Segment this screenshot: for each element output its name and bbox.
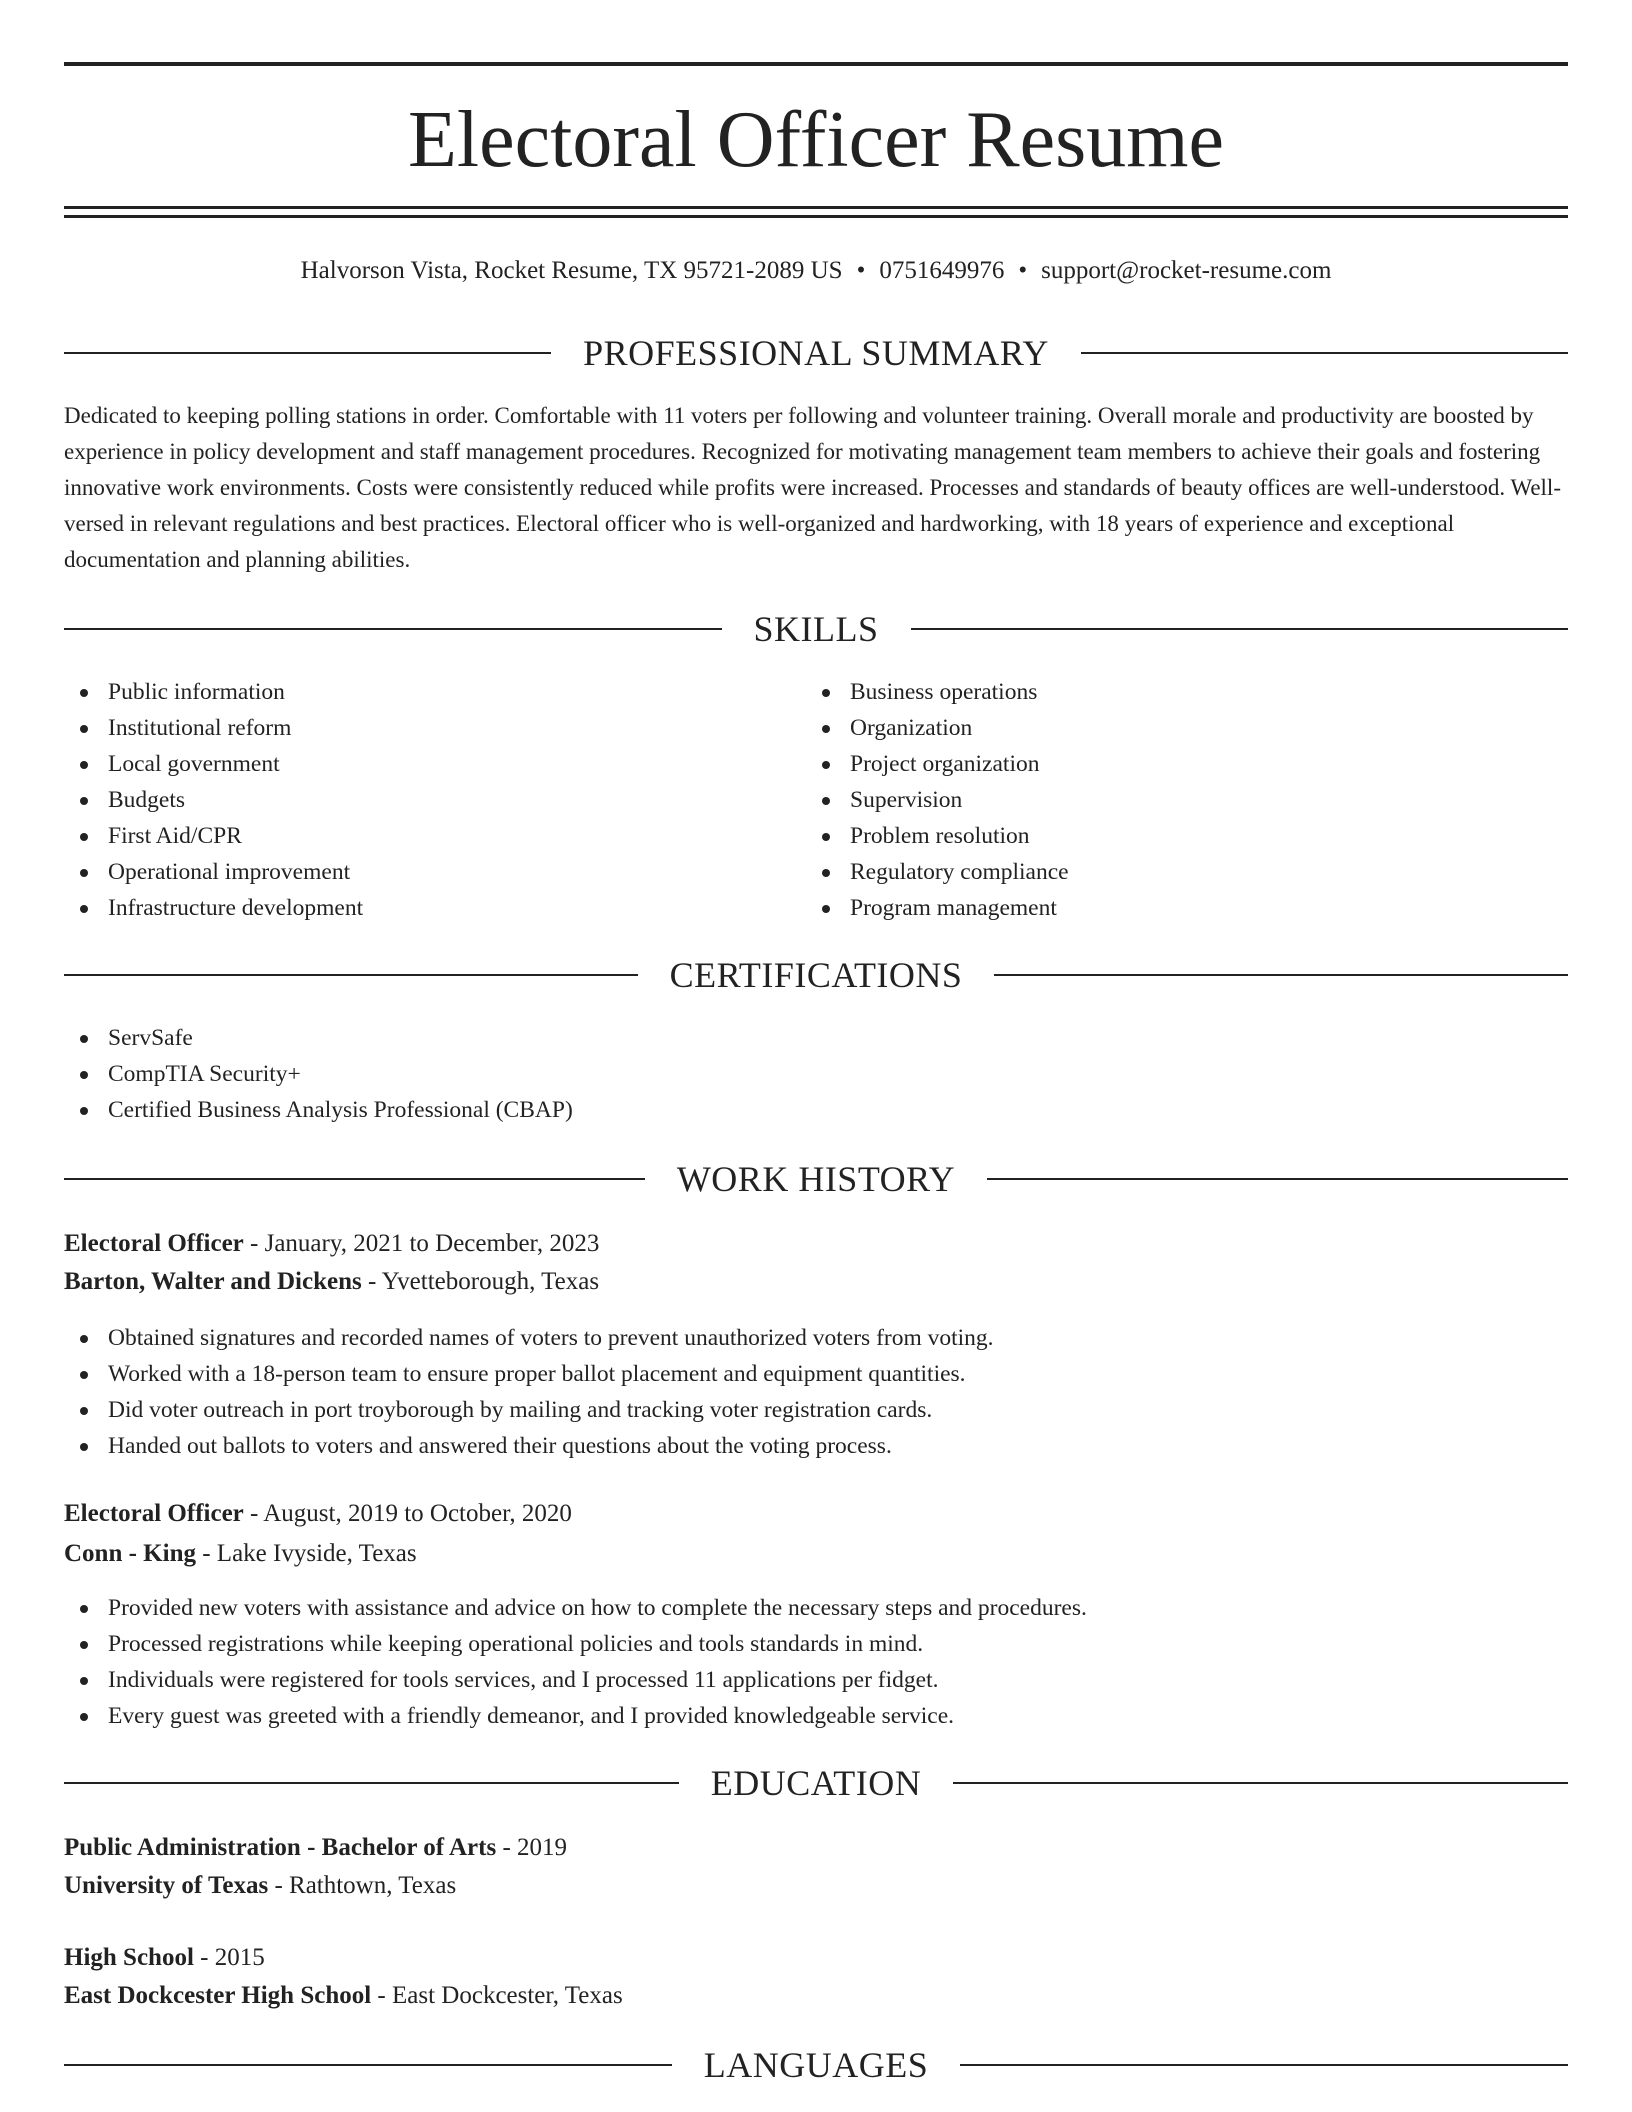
heading-rule-right <box>911 628 1569 630</box>
skills-section-heading <box>64 604 1568 654</box>
skill-item: Project organization <box>850 746 1546 782</box>
summary-text: Dedicated to keeping polling stations in order. Comfortable with 11 voters per following and volunteer training. Overall morale and productivity are boosted by experience in policy development and staff management procedures. Recognized for motivating management team members to achieve their goals and fostering innovative work environments. Costs were consistently reduced while profits were increased. Processes and standards of beauty offices are well-understood. Well-versed in relevant regulations and best practices. Electoral officer who is well-organized and hardworking, with 18 years of experience and exceptional documentation and planning abilities. <box>64 403 1561 572</box>
skill-item: Supervision <box>850 782 1546 818</box>
certification-item: ServSafe <box>108 1020 1568 1056</box>
skill-item: First Aid/CPR <box>108 818 804 854</box>
skills-left-column <box>64 674 804 926</box>
job-dates: - January, 2021 to December, 2023 <box>243 1230 600 1257</box>
heading-rule-left <box>64 974 638 976</box>
contact-separator: • <box>1018 257 1028 284</box>
certifications-list <box>64 1020 1568 1128</box>
education-school-line <box>64 1978 1568 2014</box>
education-heading-label: EDUCATION <box>710 1763 922 1803</box>
skill-item: Program management <box>850 890 1546 926</box>
job-company: Barton, Walter and Dickens <box>64 1268 362 1295</box>
job-bullet: Processed registrations while keeping operational policies and tools standards in mind. <box>108 1626 1568 1662</box>
certifications-heading-label: CERTIFICATIONS <box>669 955 963 995</box>
heading-rule-left <box>64 628 722 630</box>
education-school-line <box>64 1868 1568 1904</box>
education-year: - 2019 <box>496 1834 568 1861</box>
education-degree-line <box>64 1830 1568 1866</box>
job-location: - Yvetteborough, Texas <box>361 1268 600 1295</box>
skills-heading-label: SKILLS <box>753 609 879 649</box>
job-company: Conn - King <box>64 1540 196 1567</box>
job-bullet: Every guest was greeted with a friendly demeanor, and I provided knowledgeable service. <box>108 1698 1568 1734</box>
education-school: University of Texas <box>64 1872 269 1899</box>
education-year: - 2015 <box>193 1944 265 1971</box>
heading-rule-right <box>953 1782 1568 1784</box>
skill-item: Budgets <box>108 782 804 818</box>
summary-heading-label: PROFESSIONAL SUMMARY <box>583 333 1049 373</box>
contact-line <box>64 254 1568 288</box>
contact-email: support@rocket-resume.com <box>1041 257 1332 284</box>
certification-item: CompTIA Security+ <box>108 1056 1568 1092</box>
job-bullet-list <box>64 1590 1568 1734</box>
skill-item: Institutional reform <box>108 710 804 746</box>
job-title-line <box>64 1226 1568 1262</box>
skill-item: Local government <box>108 746 804 782</box>
certification-item: Certified Business Analysis Professional (CBAP) <box>108 1092 1568 1128</box>
heading-rule-left <box>64 2064 672 2066</box>
header-top-rule <box>64 62 1568 66</box>
job-title: Electoral Officer <box>64 1230 244 1257</box>
skill-item: Operational improvement <box>108 854 804 890</box>
heading-rule-left <box>64 352 551 354</box>
job-bullet: Did voter outreach in port troyborough by mailing and tracking voter registration cards. <box>108 1392 1568 1428</box>
job-bullet: Obtained signatures and recorded names of voters to prevent unauthorized voters from voting. <box>108 1320 1568 1356</box>
skill-item: Organization <box>850 710 1546 746</box>
heading-rule-right <box>987 1178 1568 1180</box>
contact-phone: 0751649976 <box>879 257 1005 284</box>
job-location: - Lake Ivyside, Texas <box>195 1540 417 1567</box>
job-company-line <box>64 1536 1568 1572</box>
heading-rule-right <box>960 2064 1568 2066</box>
page-title: Electoral Officer Resume <box>408 96 1224 184</box>
education-section-heading <box>64 1758 1568 1808</box>
heading-rule-right <box>1081 352 1568 354</box>
languages-heading-label: LANGUAGES <box>703 2045 929 2085</box>
work-history-section-heading <box>64 1154 1568 1204</box>
job-bullet: Individuals were registered for tools services, and I processed 11 applications per fidget. <box>108 1662 1568 1698</box>
skill-item: Public information <box>108 674 804 710</box>
header-double-rule-upper <box>64 206 1568 209</box>
work-history-heading-label: WORK HISTORY <box>676 1159 956 1199</box>
heading-rule-left <box>64 1178 645 1180</box>
job-bullet: Handed out ballots to voters and answered their questions about the voting process. <box>108 1428 1568 1464</box>
summary-section-heading <box>64 328 1568 378</box>
skill-item: Problem resolution <box>850 818 1546 854</box>
skill-item: Regulatory compliance <box>850 854 1546 890</box>
job-bullet: Worked with a 18-person team to ensure proper ballot placement and equipment quantities. <box>108 1356 1568 1392</box>
skills-right-column <box>806 674 1546 926</box>
education-school: East Dockcester High School <box>64 1982 372 2009</box>
job-title-line <box>64 1496 1568 1532</box>
education-location: - East Dockcester, Texas <box>371 1982 623 2009</box>
contact-separator: • <box>856 257 866 284</box>
heading-rule-right <box>994 974 1568 976</box>
education-degree: High School <box>64 1944 194 1971</box>
job-bullet: Provided new voters with assistance and advice on how to complete the necessary steps and procedures. <box>108 1590 1568 1626</box>
job-title: Electoral Officer <box>64 1500 244 1527</box>
job-bullet-list <box>64 1320 1568 1464</box>
skill-item: Business operations <box>850 674 1546 710</box>
job-dates: - August, 2019 to October, 2020 <box>243 1500 572 1527</box>
education-location: - Rathtown, Texas <box>268 1872 457 1899</box>
heading-rule-left <box>64 1782 679 1784</box>
skill-item: Infrastructure development <box>108 890 804 926</box>
certifications-section-heading <box>64 950 1568 1000</box>
education-degree: Public Administration - Bachelor of Arts <box>64 1834 497 1861</box>
languages-section-heading <box>64 2040 1568 2090</box>
header-double-rule-lower <box>64 215 1568 218</box>
job-company-line <box>64 1264 1568 1300</box>
contact-address: Halvorson Vista, Rocket Resume, TX 95721-2089 US <box>300 257 843 284</box>
education-degree-line <box>64 1940 1568 1976</box>
